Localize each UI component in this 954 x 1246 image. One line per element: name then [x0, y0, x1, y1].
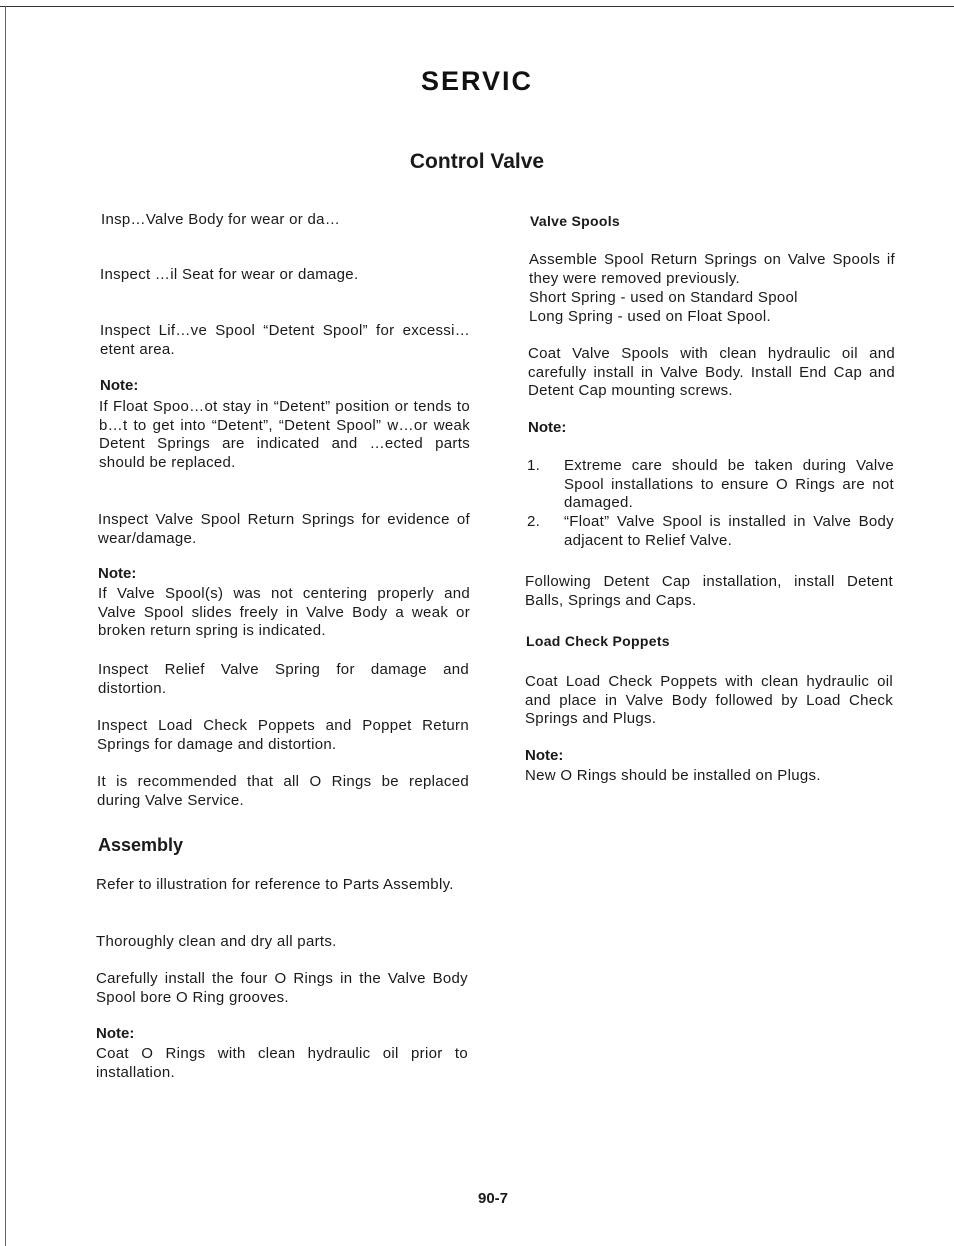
- left-paragraph-9: Thoroughly clean and dry all parts.: [96, 933, 337, 950]
- page-number: 90-7: [478, 1190, 509, 1207]
- right-paragraph-1: Assemble Spool Return Springs on Valve Spools if they were removed previously.: [529, 251, 895, 287]
- left-paragraph-5: Inspect Relief Valve Spring for damage and distortion.: [98, 661, 469, 697]
- left-note-1-label: Note:: [100, 377, 139, 394]
- list-item: [527, 457, 894, 513]
- page-header-title: SERVIC: [420, 66, 534, 96]
- right-note-1-label: Note:: [528, 419, 567, 436]
- left-note-3-label: Note:: [96, 1025, 135, 1042]
- left-note-3-text: Coat O Rings with clean hydraulic oil prior to installation.: [96, 1045, 468, 1081]
- assembly-heading: Assembly: [98, 835, 184, 855]
- left-paragraph-8: Refer to illustration for reference to Parts Assembly.: [96, 876, 454, 893]
- left-border-line: [5, 6, 6, 1246]
- list-item-number: 2.: [527, 513, 541, 531]
- right-note-2-text: New O Rings should be installed on Plugs.: [525, 767, 821, 784]
- left-note-2-label: Note:: [98, 565, 137, 582]
- left-paragraph-6: Inspect Load Check Poppets and Poppet Return Springs for damage and distortion.: [97, 717, 469, 753]
- right-paragraph-3: Following Detent Cap installation, install Detent Balls, Springs and Caps.: [525, 573, 893, 609]
- left-paragraph-4: Inspect Valve Spool Return Springs for evidence of wear/damage.: [98, 511, 470, 547]
- list-item-text: Extreme care should be taken during Valve Spool installations to ensure O Rings are not damaged.: [564, 457, 894, 512]
- valve-spools-heading: Valve Spools: [530, 213, 620, 229]
- list-item-number: 1.: [527, 457, 541, 474]
- right-short-spring-line: Short Spring - used on Standard Spool: [529, 289, 798, 306]
- left-paragraph-2: Inspect …il Seat for wear or damage.: [100, 266, 359, 283]
- left-paragraph-1: Insp…Valve Body for wear or da…: [101, 211, 341, 228]
- right-long-spring-line: Long Spring - used on Float Spool.: [529, 308, 772, 325]
- left-paragraph-10: Carefully install the four O Rings in the Valve Body Spool bore O Ring grooves.: [96, 970, 468, 1006]
- list-item: [527, 513, 894, 550]
- list-item-text: “Float” Valve Spool is installed in Valve Body adjacent to Relief Valve.: [564, 513, 894, 549]
- left-paragraph-3: Inspect Lif…ve Spool “Detent Spool” for excessi…etent area.: [100, 322, 470, 358]
- section-title: Control Valve: [409, 150, 545, 173]
- right-note-1-list: [527, 457, 894, 551]
- right-paragraph-4: Coat Load Check Poppets with clean hydraulic oil and place in Valve Body followed by Load Check Springs and Plugs.: [525, 673, 893, 728]
- top-border-line: [0, 6, 954, 7]
- left-note-2-text: If Valve Spool(s) was not centering properly and Valve Spool slides freely in Valve Body a weak or broken return spring is indicated.: [98, 585, 470, 640]
- load-check-poppets-heading: Load Check Poppets: [526, 633, 670, 649]
- right-note-2-label: Note:: [525, 747, 564, 764]
- left-paragraph-7: It is recommended that all O Rings be replaced during Valve Service.: [97, 773, 469, 809]
- left-note-1-text: If Float Spoo…ot stay in “Detent” position or tends to b…t to get into “Detent”, “Detent Spool” w…or weak Detent Springs are indicated and …ected parts should be replaced.: [99, 398, 470, 472]
- right-paragraph-2: Coat Valve Spools with clean hydraulic oil and carefully install in Valve Body. Install End Cap and Detent Cap mounting screws.: [528, 345, 895, 400]
